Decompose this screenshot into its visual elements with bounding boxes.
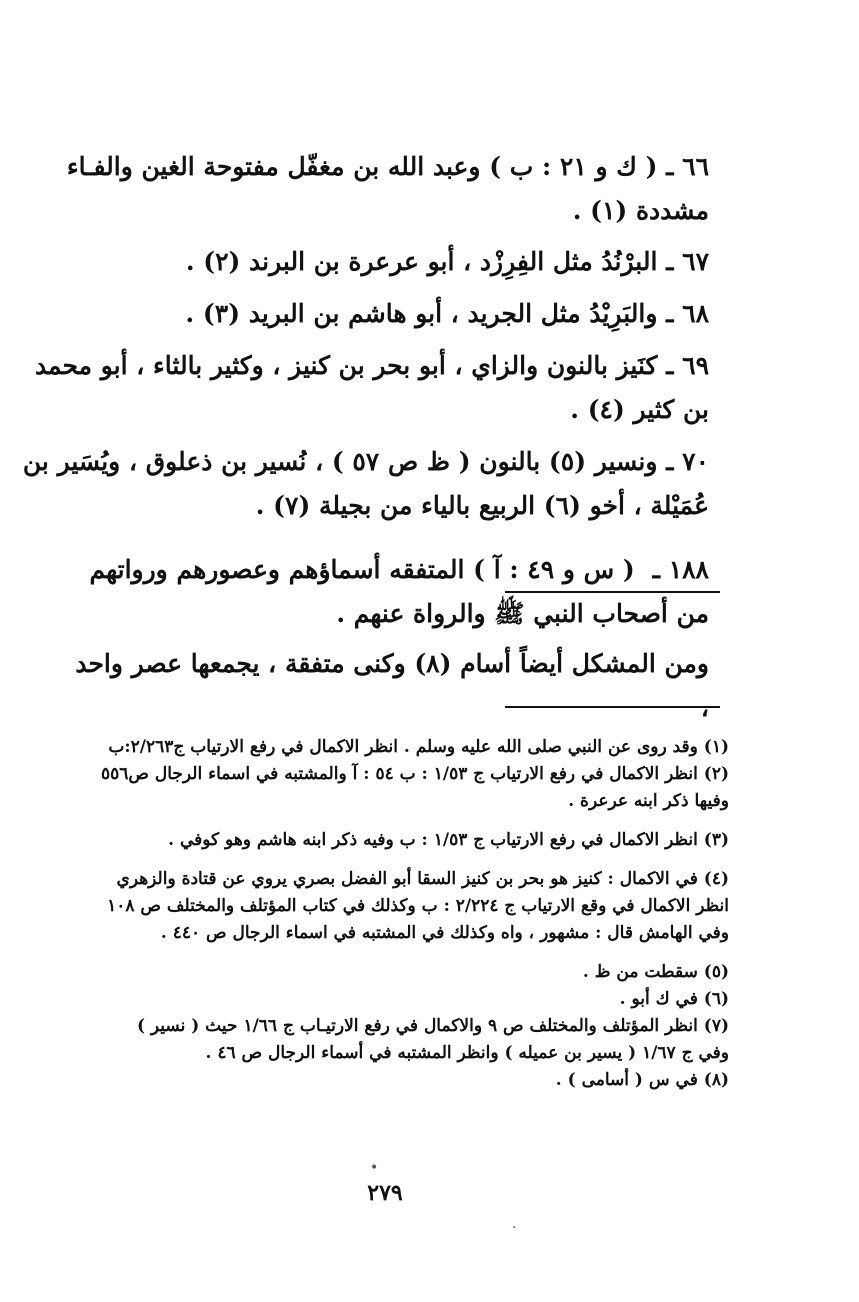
footnote-line: (٦) في ك أبو . [619, 989, 729, 1009]
page-number: ٢٧٩ [367, 1180, 403, 1206]
footnote-line: (٧) انظر المؤتلف والمختلف ص ٩ والاكمال في رفع الارتيـاب ج ١/٦٦ حيث ( نسير ) [136, 1016, 729, 1036]
footnote-line: (٥) سقطت من ظ . [582, 962, 729, 982]
footnote-group [49, 734, 729, 815]
footnotes [49, 734, 729, 1106]
footnote-line: (١) وقد روى عن النبي صلى الله عليه وسلم . انظر الاكمال في رفع الارتياب ج٢/٢٦٣:ب [108, 737, 729, 757]
footnote-line: وفي ج ١/٦٧ ( يسير بن عميله ) وانظر المشتبه في أسماء الرجال ص ٤٦ . [205, 1043, 729, 1063]
footnote-separator [505, 706, 720, 708]
footnote-group [49, 827, 729, 854]
body-paragraph: ومن المشكل أيضاً أسام (٨) وكنى متفقة ، يجمعها عصر واحد ، [75, 649, 709, 722]
footnote-line: انظر الاكمال في وقع الارتياب ج ٢/٢٢٤ : ب وكذلك في كتاب المؤتلف والمختلف ص ١٠٨ [107, 896, 729, 916]
footnote-line: (٤) في الاكمال : كنيز هو بحر بن كنيز السقا أبو الفضل بصري يروي عن قتادة والزهري [116, 869, 729, 889]
entry-line: ٦٧ ـ البرْنُدُ مثل الفِرِزْد ، أبو عرعرة بن البرند (٢) . [185, 247, 709, 276]
entry-68 [69, 292, 709, 336]
entry-line: ٦٦ ـ ( ك و ٢١ : ب ) وعبد الله بن مغفّل مفتوحة الغين والفـاء [66, 152, 709, 181]
chapter-number: ١٨٨ ـ [652, 555, 709, 584]
entry-line: ٧٠ ـ ونسير (٥) بالنون ( ظ ص ٥٧ ) ، نُسير بن ذعلوق ، ويُسَير بن [22, 447, 709, 476]
ink-speck: • [370, 1160, 379, 1176]
footnote-line: وفيها ذكر ابنه عرعرة . [568, 791, 729, 811]
chapter-underline [505, 591, 720, 593]
footnote-line: (٨) في س ( أسامى ) . [555, 1070, 729, 1090]
entry-line: مشددة (١) . [572, 196, 709, 225]
footnote-group [49, 959, 729, 1094]
entry-70 [22, 440, 709, 528]
entry-line: بن كثير (٤) . [570, 395, 709, 424]
entry-line: ٦٩ ـ كنَيز بالنون والزاي ، أبو بحر بن كنيز ، وكثير بالثاء ، أبو محمد [34, 351, 709, 380]
chapter-heading [89, 548, 709, 592]
entry-line: عُمَيْلة ، أخو (٦) الربيع بالياء من بجيلة (٧) . [255, 491, 709, 520]
entry-69 [34, 344, 709, 432]
footnote-line: (٣) انظر الاكمال في رفع الارتياب ج ١/٥٣ : ب وفيه ذكر ابنه هاشم وهو كوفي . [168, 830, 729, 850]
entry-line: ٦٨ ـ والبَرِيْدُ مثل الجريد ، أبو هاشم بن البريد (٣) . [185, 299, 709, 328]
entry-66 [66, 145, 709, 233]
chapter-subline: من أصحاب النبي ﷺ والرواة عنهم . [336, 599, 709, 628]
entry-67 [69, 240, 709, 284]
chapter-title: ( س و ٤٩ : آ ) المتفقه أسماؤهم وعصورهم ورواتهم [89, 555, 635, 584]
footnote-group [49, 866, 729, 947]
footnote-line: (٢) انظر الاكمال في رفع الارتياب ج ١/٥٣ : ب ٥٤ : آ والمشتبه في اسماء الرجال ص٥٥٦ [100, 764, 729, 784]
footnote-line: وفي الهامش قال : مشهور ، واه وكذلك في المشتبه في اسماء الرجال ص ٤٤٠ . [160, 923, 729, 943]
ink-speck: · [512, 1220, 517, 1236]
